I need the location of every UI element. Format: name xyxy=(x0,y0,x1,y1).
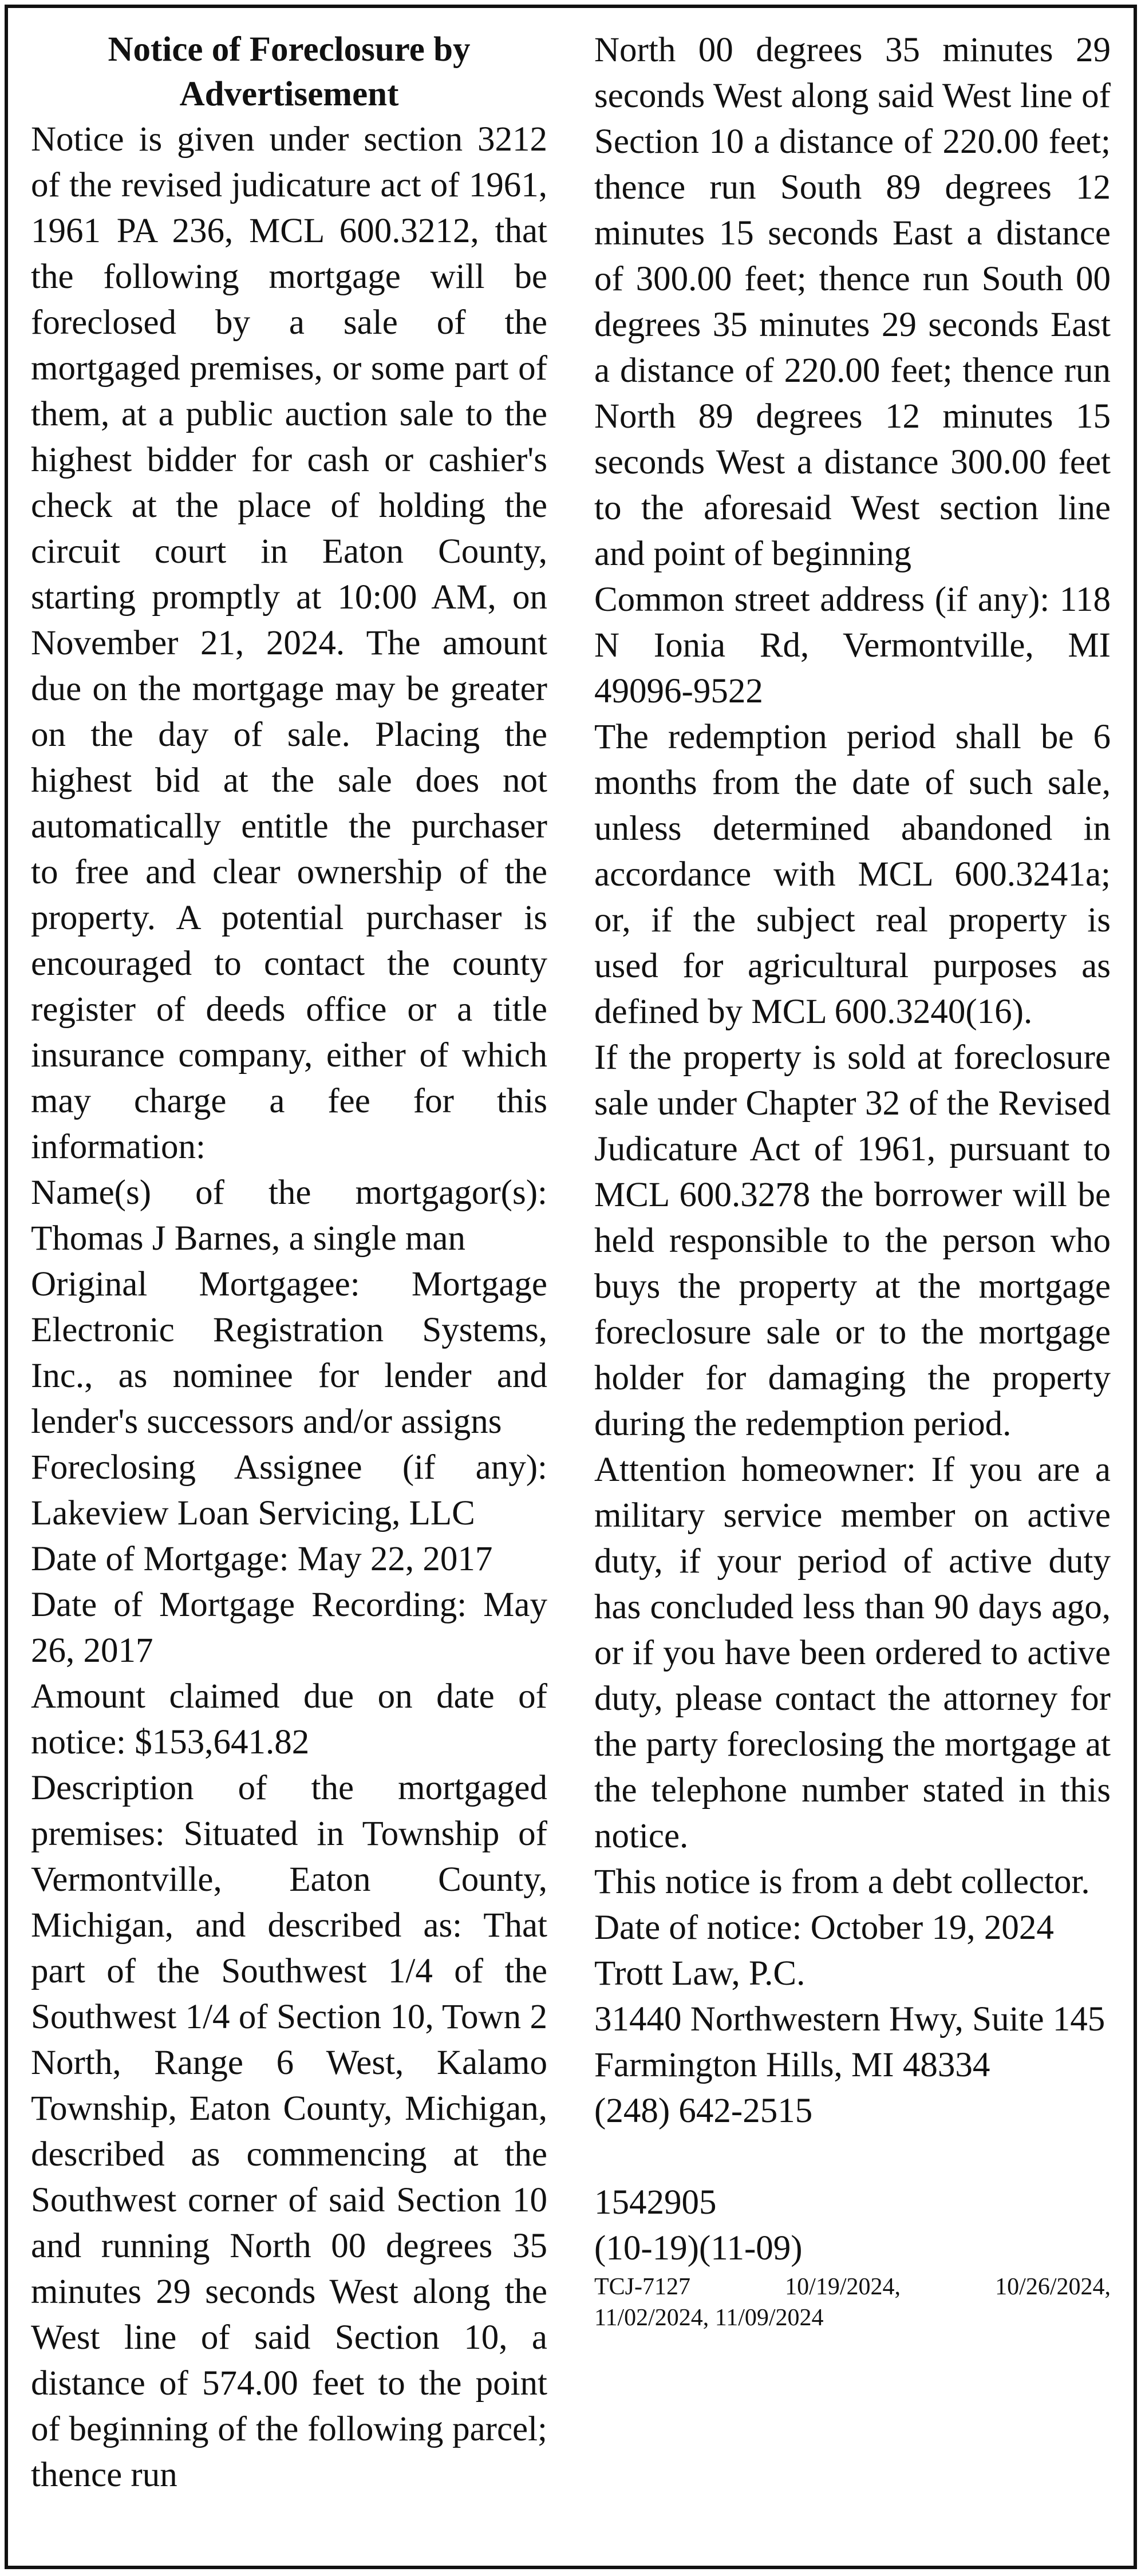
law-firm-street: 31440 Northwestern Hwy, Suite 145 xyxy=(594,2000,1105,2038)
law-firm-city: Farmington Hills, MI 48334 xyxy=(594,2046,990,2084)
publication-dates-line-1: TCJ-7127 10/19/2024, 10/26/2024, xyxy=(594,2274,1111,2300)
intro-paragraph: Notice is given under section 3212 of the revised judicature act of 1961, 1961 PA 236, MCL 600.3212, that the following mortgage will be foreclosed by a sale of the mortgaged premises, or some part of them, at a public auction sale to the highest bidder for cash or cashier's check at the place of holding the circuit court in Eaton County, starting promptly at 10:00 AM, on November 21, 2024. The amount due on the mortgage may be greater on the day of sale. Placing the highest bid at the sale does not automatically entitle the purchaser to free and clear ownership of the property. A potential purchaser is encouraged to contact the county register of deeds office or a title insurance company, either of which may charge a fee for this information: xyxy=(31,120,547,1166)
street-address-paragraph: Common street address (if any): 118 N Ionia Rd, Vermontville, MI 49096-9522 xyxy=(594,580,1111,710)
foreclosing-assignee-paragraph: Foreclosing Assignee (if any): Lakeview Loan Servicing, LLC xyxy=(31,1448,547,1532)
run-dates-code: (10-19)(11-09) xyxy=(594,2229,803,2267)
mortgage-date-paragraph: Date of Mortgage: May 22, 2017 xyxy=(31,1540,493,1578)
ad-number: 1542905 xyxy=(594,2183,717,2222)
publication-dates-line-2: 11/02/2024, 11/09/2024 xyxy=(594,2305,824,2331)
law-firm-name: Trott Law, P.C. xyxy=(594,1954,806,1993)
left-column xyxy=(31,27,547,2566)
notice-title: Notice of Foreclosure by Advertisement xyxy=(108,30,471,113)
amount-claimed-paragraph: Amount claimed due on date of notice: $153,641.82 xyxy=(31,1677,547,1761)
mortgagor-paragraph: Name(s) of the mortgagor(s): Thomas J Barnes, a single man xyxy=(31,1174,547,1258)
borrower-responsibility-paragraph: If the property is sold at foreclosure sale under Chapter 32 of the Revised Judicature Act of 1961, pursuant to MCL 600.3278 the borrower will be held responsible to the person who buys the property at the mortgage foreclosure sale or to the mortgage holder for damaging the property during the redemption period. xyxy=(594,1038,1111,1443)
notice-date-paragraph: Date of notice: October 19, 2024 xyxy=(594,1909,1054,1947)
military-notice-paragraph: Attention homeowner: If you are a military service member on active duty, if your period of active duty has concluded less than 90 days ago, or if you have been ordered to active duty, please contact the attorney for the party foreclosing the mortgage at the telephone number stated in this notice. xyxy=(594,1451,1111,1855)
law-firm-phone: (248) 642-2515 xyxy=(594,2092,813,2130)
property-description-paragraph: Description of the mortgaged premises: Situated in Township of Vermontville, Eaton County, Michigan, and described as: That part of the Southwest 1/4 of the Southwest 1/4 of Section 10, Town 2 North, Range 6 West, Kalamo Township, Eaton County, Michigan, described as commencing at the Southwest corner of said Section 10 and running North 00 degrees 35 minutes 29 seconds West along the West line of said Section 10, a distance of 574.00 feet to the point of beginning of the following parcel; thence run xyxy=(31,1769,547,2494)
debt-collector-paragraph: This notice is from a debt collector. xyxy=(594,1863,1090,1901)
blank-spacer xyxy=(594,2134,1111,2180)
original-mortgagee-paragraph: Original Mortgagee: Mortgage Electronic Registration Systems, Inc., as nominee for lender and lender's successors and/or assigns xyxy=(31,1265,547,1441)
property-description-continued: North 00 degrees 35 minutes 29 seconds West along said West line of Section 10 a distance of 220.00 feet; thence run South 89 degrees 12 minutes 15 seconds East a distance of 300.00 feet; thence run South 00 degrees 35 minutes 29 seconds East a distance of 220.00 feet; thence run North 89 degrees 12 minutes 15 seconds West a distance 300.00 feet to the aforesaid West section line and point of beginning xyxy=(594,31,1111,573)
notice-columns xyxy=(31,27,1111,2566)
mortgage-recording-paragraph: Date of Mortgage Recording: May 26, 2017 xyxy=(31,1586,547,1670)
notice-border xyxy=(5,5,1137,2569)
redemption-period-paragraph: The redemption period shall be 6 months from the date of such sale, unless determined abandoned in accordance with MCL 600.3241a; or, if the subject real property is used for agricultural purposes as defined by MCL 600.3240(16). xyxy=(594,718,1111,1031)
right-column xyxy=(594,27,1111,2566)
